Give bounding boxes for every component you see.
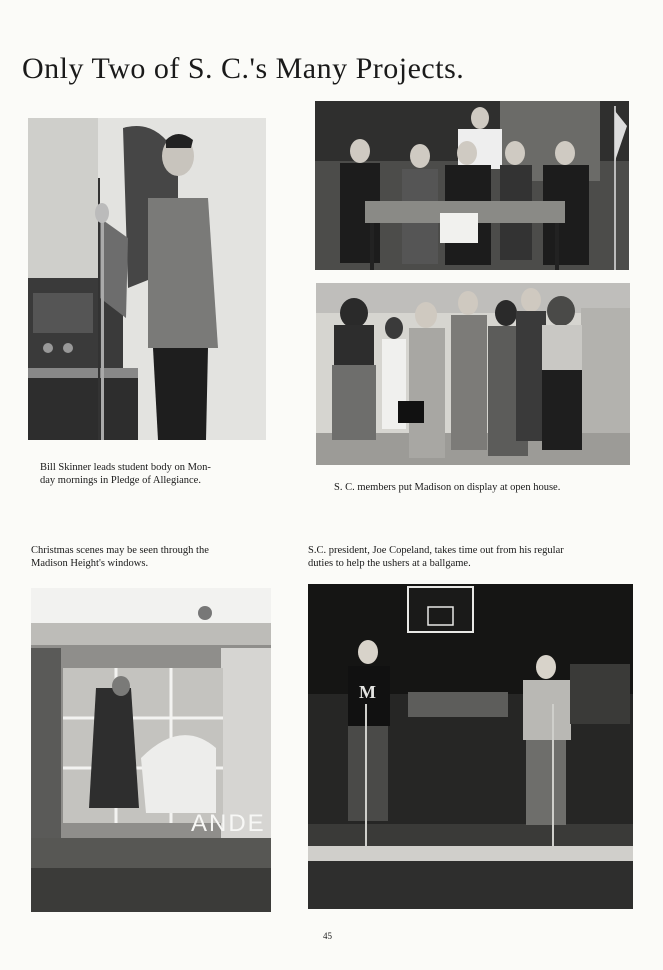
caption-pledge xyxy=(40,461,211,487)
caption-christmas xyxy=(31,544,209,570)
caption-ballgame-line-1: S.C. president, Joe Copeland, takes time out from his regular xyxy=(308,545,564,556)
photo-pledge-of-allegiance xyxy=(28,118,266,440)
page-number: 45 xyxy=(323,931,332,941)
caption-christmas-line-2: Madison Height's windows. xyxy=(31,558,149,569)
caption-pledge-line-1: Bill Skinner leads student body on Mon- xyxy=(40,462,211,473)
caption-christmas-line-1: Christmas scenes may be seen through the xyxy=(31,545,209,556)
page-title: Only Two of S. C.'s Many Projects. xyxy=(22,52,465,85)
building-sign: ANDE xyxy=(191,810,266,837)
caption-open-house: S. C. members put Madison on display at open house. xyxy=(334,482,561,493)
photo-open-house xyxy=(316,283,630,465)
photo-christmas-windows xyxy=(31,588,271,912)
photo-sc-members-table xyxy=(315,101,629,270)
photo-ballgame-ushers xyxy=(308,584,633,909)
caption-ballgame xyxy=(308,544,564,570)
jersey-letter: M xyxy=(359,682,376,702)
caption-ballgame-line-2: duties to help the ushers at a ballgame. xyxy=(308,558,471,569)
caption-pledge-line-2: day mornings in Pledge of Allegiance. xyxy=(40,475,201,486)
